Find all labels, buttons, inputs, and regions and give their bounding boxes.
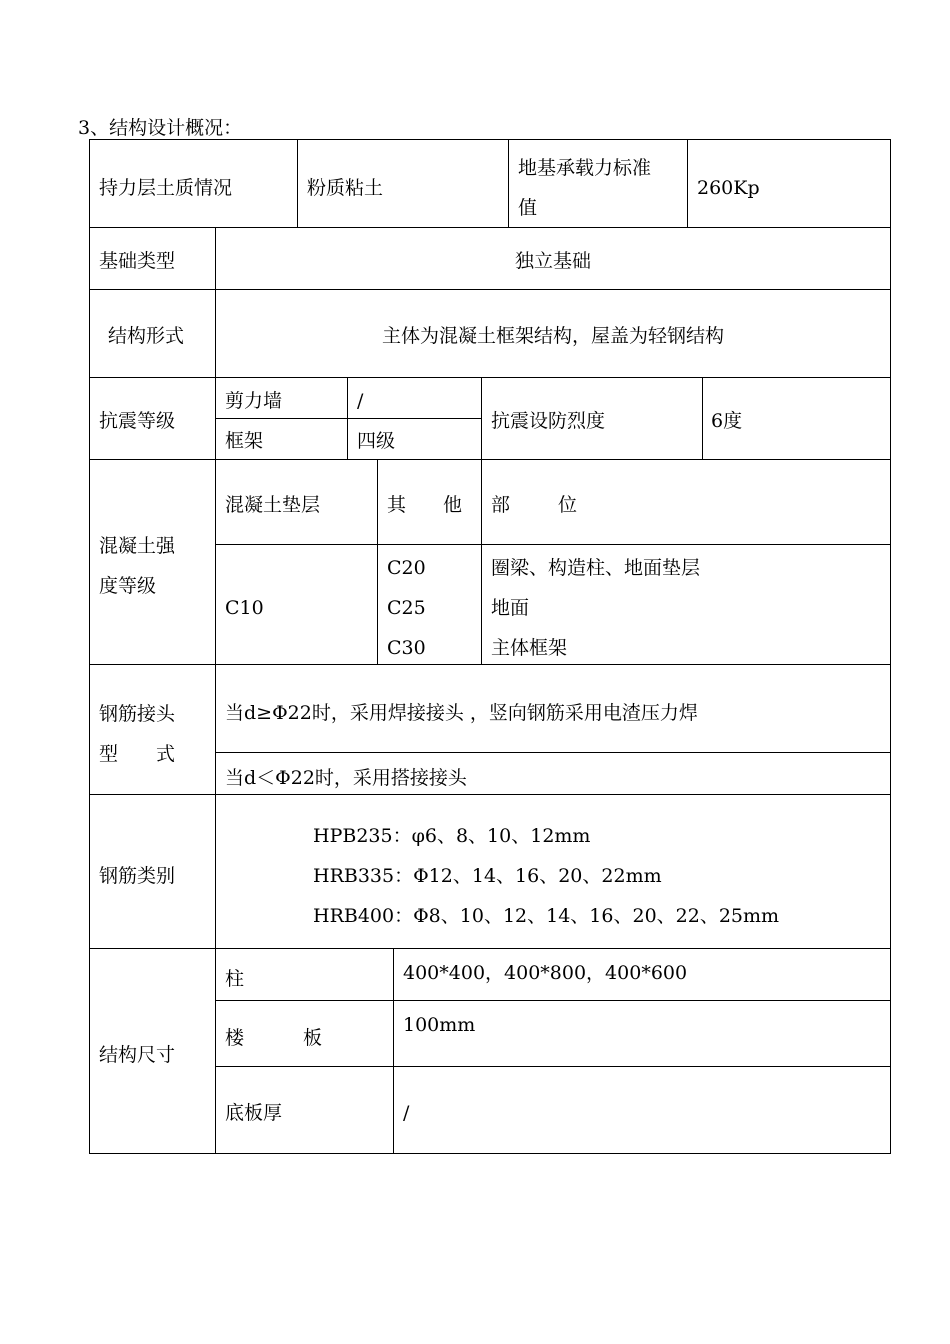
joint-rule-1: 当d≥Φ22时，采用焊接接头 ，竖向钢筋采用电渣压力焊 bbox=[225, 702, 698, 724]
foundation-value: 独立基础 bbox=[514, 250, 591, 272]
joint-rule-2: 当d＜Φ22时，采用搭接接头 bbox=[225, 767, 467, 789]
rebar-label: 钢筋类别 bbox=[99, 865, 176, 887]
rebar-line: HPB235：φ6、8、10、12mm bbox=[313, 825, 591, 847]
part-label-part2: 位 bbox=[558, 494, 578, 516]
column-label: 柱 bbox=[225, 968, 245, 990]
frame-value: 四级 bbox=[357, 430, 396, 452]
shear-wall-value: / bbox=[357, 390, 364, 412]
concrete-label-line1: 混凝土强 bbox=[99, 535, 176, 557]
intensity-value: 6度 bbox=[711, 410, 743, 432]
location-item: 主体框架 bbox=[491, 637, 568, 659]
bearing-capacity-label-line2: 值 bbox=[518, 197, 538, 219]
concrete-label-line2: 度等级 bbox=[99, 575, 157, 597]
rebar-line: HRB400：Φ8、10、12、14、16、20、22、25mm bbox=[313, 905, 780, 927]
slab-value: 100mm bbox=[403, 1014, 476, 1036]
grade-item: C30 bbox=[387, 637, 426, 659]
shear-wall-label: 剪力墙 bbox=[225, 390, 283, 412]
intensity-label: 抗震设防烈度 bbox=[491, 410, 606, 432]
rebar-line: HRB335：Φ12、14、16、20、22mm bbox=[313, 865, 662, 887]
column-value: 400*400，400*800，400*600 bbox=[403, 962, 688, 984]
structure-form-label: 结构形式 bbox=[108, 325, 185, 347]
other-label-part1: 其 bbox=[387, 494, 407, 516]
base-value: / bbox=[403, 1102, 410, 1124]
joint-label-line2a: 型 bbox=[99, 743, 119, 765]
slab-label-part2: 板 bbox=[303, 1027, 323, 1049]
cushion-grade: C10 bbox=[225, 597, 264, 619]
bearing-capacity-value: 260Kp bbox=[697, 177, 760, 199]
other-label-part2: 他 bbox=[443, 494, 463, 516]
joint-label-line1: 钢筋接头 bbox=[99, 703, 176, 725]
soil-type: 粉质粘土 bbox=[307, 177, 384, 199]
dimensions-label: 结构尺寸 bbox=[99, 1044, 176, 1066]
bearing-capacity-label-line1: 地基承载力标准 bbox=[518, 157, 652, 179]
cell-shear-wall-value bbox=[347, 377, 482, 419]
structure-form-value: 主体为混凝土框架结构，屋盖为轻钢结构 bbox=[381, 325, 724, 347]
section-heading: 3、结构设计概况： bbox=[78, 117, 243, 139]
base-label: 底板厚 bbox=[225, 1102, 283, 1124]
cell-concrete-label bbox=[89, 459, 216, 665]
location-item: 圈梁、构造柱、地面垫层 bbox=[491, 557, 701, 579]
cushion-label: 混凝土垫层 bbox=[225, 494, 321, 516]
seismic-label: 抗震等级 bbox=[99, 410, 176, 432]
cell-part-label bbox=[481, 459, 891, 545]
bearing-layer-label: 持力层土质情况 bbox=[99, 177, 233, 199]
location-item: 地面 bbox=[491, 597, 530, 619]
cell-base-value bbox=[393, 1066, 891, 1154]
cell-joint-label bbox=[89, 664, 216, 795]
joint-label-line2b: 式 bbox=[156, 743, 176, 765]
frame-label: 框架 bbox=[225, 430, 264, 452]
slab-label-part1: 楼 bbox=[225, 1027, 245, 1049]
foundation-label: 基础类型 bbox=[99, 250, 176, 272]
part-label-part1: 部 bbox=[491, 494, 511, 516]
grade-item: C20 bbox=[387, 557, 426, 579]
grade-item: C25 bbox=[387, 597, 426, 619]
